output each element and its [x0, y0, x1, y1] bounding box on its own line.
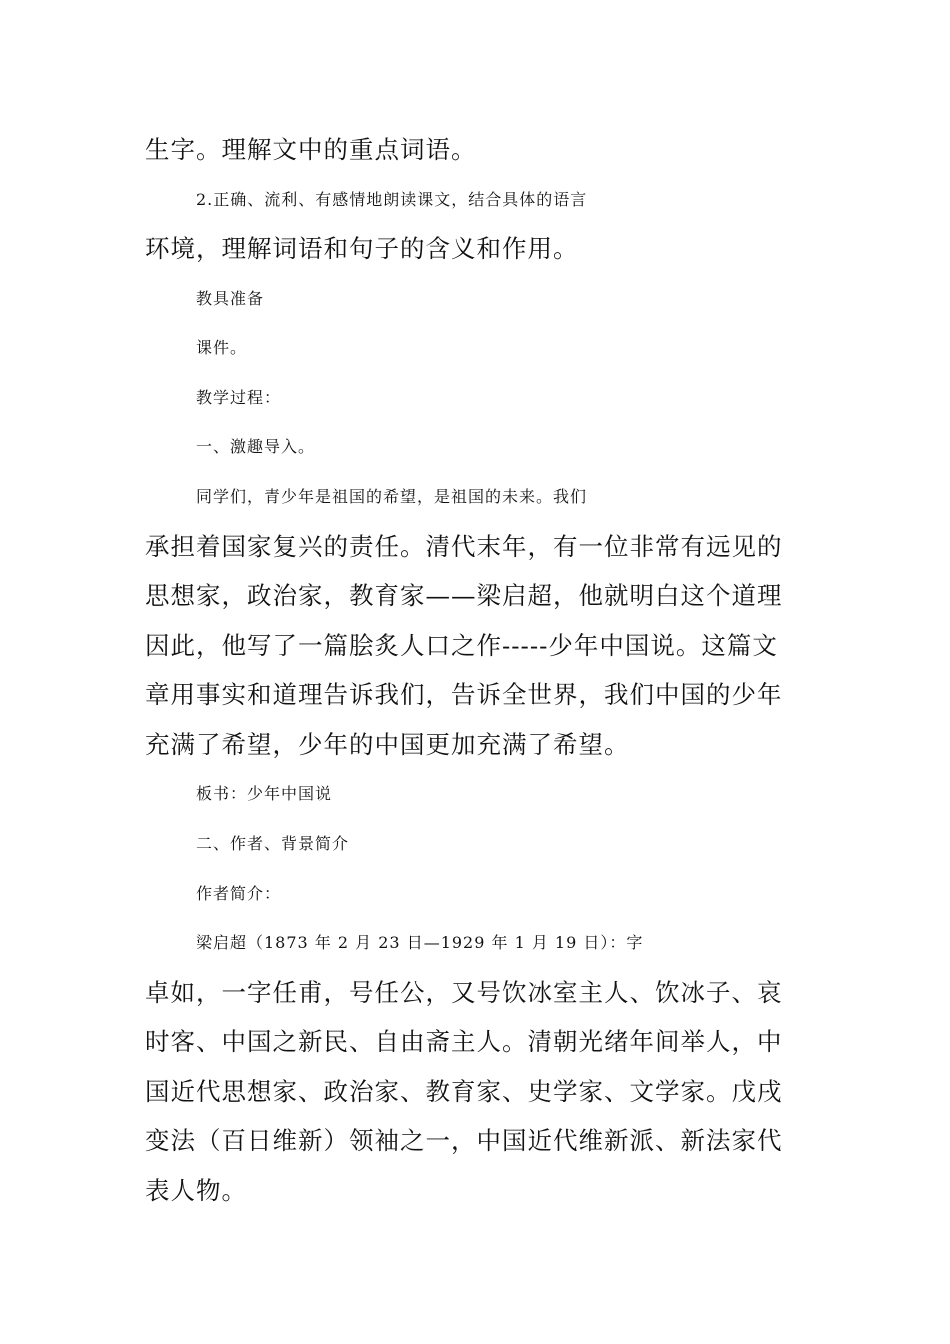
text-line: 生字。理解文中的重点词语。: [145, 135, 477, 164]
text-line: 充满了希望，少年的中国更加充满了希望。: [145, 730, 630, 759]
text-line: 国近代思想家、政治家、教育家、史学家、文学家。戊戌: [145, 1077, 783, 1106]
text-line: 板书：少年中国说: [196, 784, 333, 803]
text-line: 作者简介：: [196, 884, 282, 903]
text-line: 教具准备: [196, 289, 265, 308]
text-line: 二、作者、背景简介: [196, 834, 350, 853]
text-line: 2.正确、流利、有感情地朗读课文，结合具体的语言: [196, 190, 588, 209]
text-line: 卓如，一字任甫，号任公，又号饮冰室主人、饮冰子、哀: [145, 978, 783, 1007]
text-line: 梁启超（1873 年 2 月 23 日—1929 年 1 月 19 日）：字: [196, 933, 644, 952]
text-line: 教学过程：: [196, 388, 282, 407]
text-line: 时客、中国之新民、自由斋主人。清朝光绪年间举人，中: [145, 1027, 783, 1056]
text-line: 思想家，政治家，教育家——梁启超，他就明白这个道理: [145, 581, 783, 610]
text-line: 变法（百日维新）领袖之一，中国近代维新派、新法家代: [145, 1126, 783, 1155]
text-line: 承担着国家复兴的责任。清代末年，有一位非常有远见的: [145, 532, 783, 561]
text-line: 一、激趣导入。: [196, 437, 316, 456]
text-line: 因此，他写了一篇脍炙人口之作-----少年中国说。这篇文: [145, 631, 778, 660]
text-line: 课件。: [196, 338, 248, 357]
text-line: 环境，理解词语和句子的含义和作用。: [145, 234, 579, 263]
text-line: 同学们，青少年是祖国的希望，是祖国的未来。我们: [196, 487, 588, 506]
text-line: 章用事实和道理告诉我们，告诉全世界，我们中国的少年: [145, 680, 783, 709]
text-line: 表人物。: [145, 1176, 247, 1205]
